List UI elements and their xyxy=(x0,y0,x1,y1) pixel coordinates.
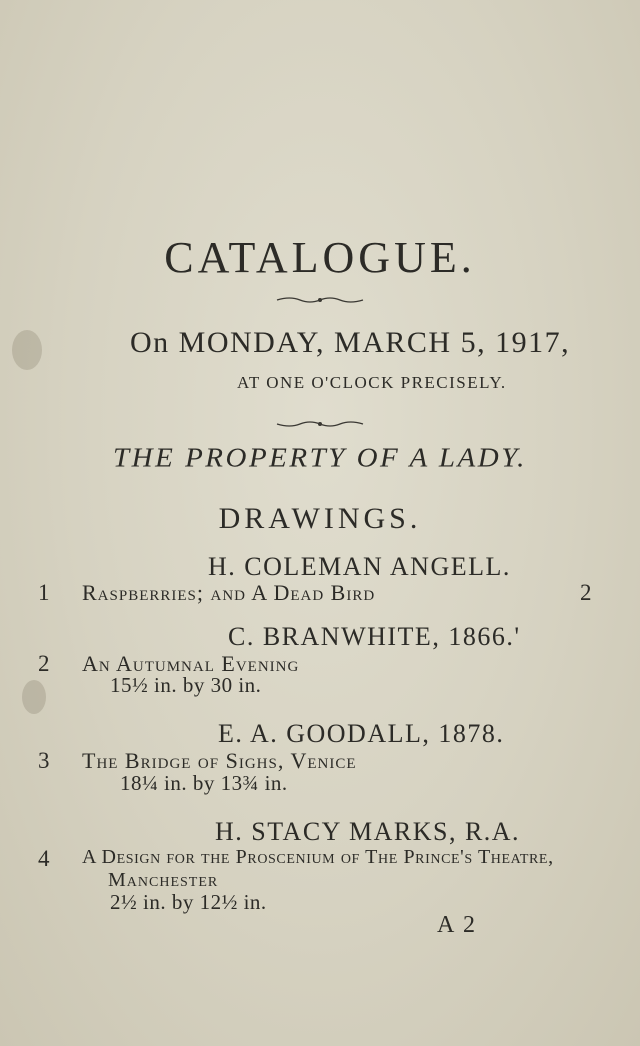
property-heading: THE PROPERTY OF A LADY. xyxy=(113,442,527,474)
ornament-divider-top xyxy=(0,293,640,311)
lot-dimensions: 15½ in. by 30 in. xyxy=(110,673,262,697)
ornament-divider-bottom xyxy=(0,417,640,435)
paper-stain-left-mid xyxy=(22,680,46,714)
lot-dimensions: 18¼ in. by 13¾ in. xyxy=(120,771,288,795)
lot-number: 2 xyxy=(38,651,50,676)
lot-title: The Bridge of Sighs, Venice xyxy=(82,748,357,773)
signature-mark: A 2 xyxy=(437,912,478,938)
lot-title: Raspberries; and A Dead Bird xyxy=(82,580,376,605)
lot-quantity: 2 xyxy=(580,580,592,605)
lot-title: An Autumnal Evening xyxy=(82,651,300,676)
sale-time: AT ONE O'CLOCK PRECISELY. xyxy=(237,373,507,392)
artist-name: E. A. GOODALL, 1878. xyxy=(218,719,505,748)
artist-name: H. COLEMAN ANGELL. xyxy=(208,552,511,581)
lot-number: 3 xyxy=(38,748,50,773)
paper-stain-left-top xyxy=(12,330,42,370)
lot-dimensions: 2½ in. by 12½ in. xyxy=(110,890,267,914)
lot-number: 1 xyxy=(38,580,50,605)
section-heading: DRAWINGS. xyxy=(218,502,422,535)
sale-date: On MONDAY, MARCH 5, 1917, xyxy=(130,326,571,359)
artist-name: H. STACY MARKS, R.A. xyxy=(215,817,521,846)
catalogue-title: CATALOGUE. xyxy=(164,233,476,282)
lot-title: A Design for the Proscenium of The Prince's Theatre, xyxy=(82,846,554,868)
lot-number: 4 xyxy=(38,846,50,871)
lot-title-continued: Manchester xyxy=(108,869,219,891)
artist-name: C. BRANWHITE, 1866.' xyxy=(228,622,521,651)
